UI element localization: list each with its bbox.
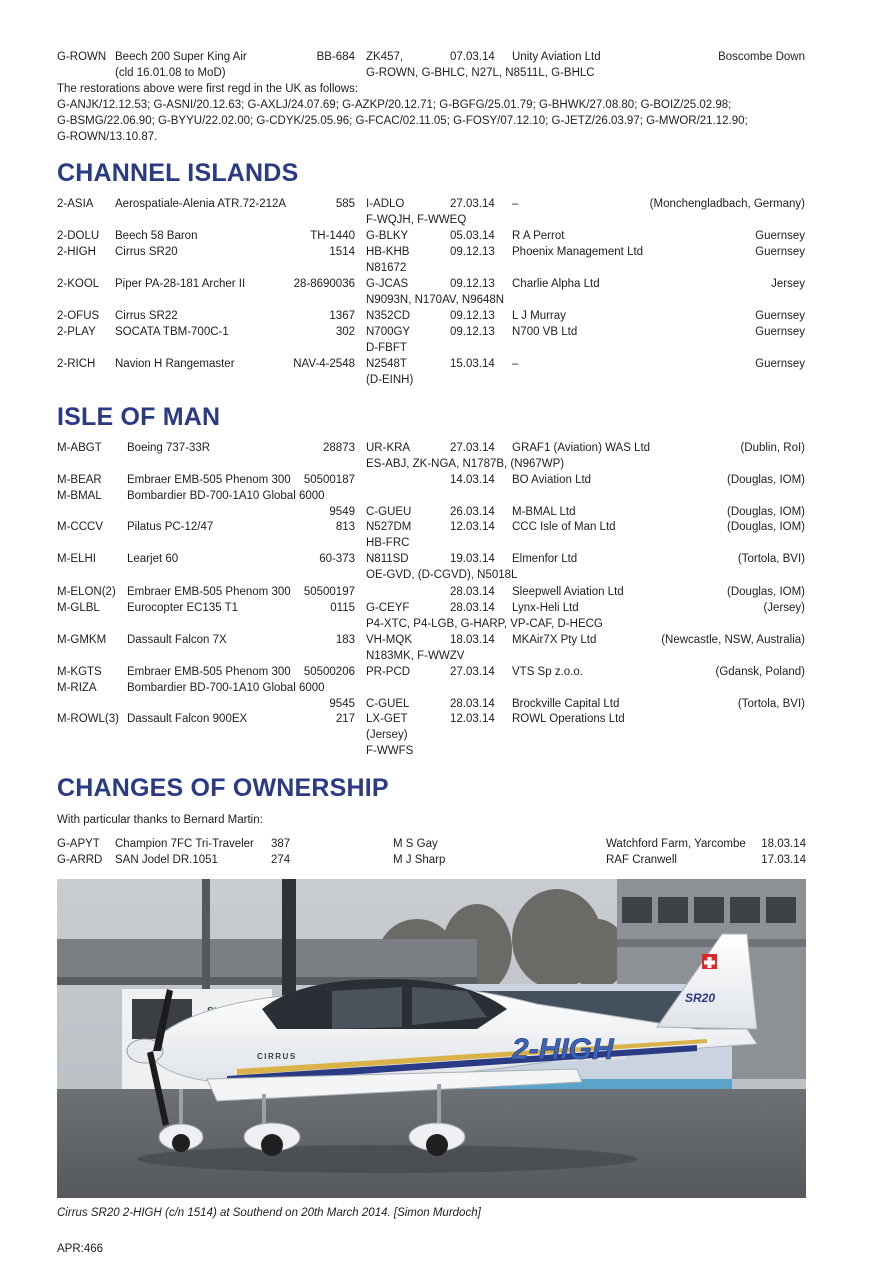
previous-identity: C-GUEU — [366, 506, 412, 518]
owner: N700 VB Ltd — [512, 326, 578, 338]
reg-mark: 2-PLAY — [57, 326, 96, 338]
section-heading-channel-islands: CHANNEL ISLANDS — [57, 159, 299, 187]
registration-date: 28.03.14 — [450, 586, 495, 598]
restorations-intro: The restorations above were first regd in the UK as follows: — [57, 83, 359, 95]
reg-mark: M-ROWL(3) — [57, 713, 119, 725]
registration-date: 27.03.14 — [450, 666, 495, 678]
owner: BO Aviation Ltd — [512, 474, 592, 486]
previous-identity: N2548T — [366, 358, 407, 370]
previous-identities-continued: F-WWFS — [366, 745, 414, 757]
registration-date: 09.12.13 — [450, 326, 495, 338]
construction-number: BB-684 — [316, 51, 355, 63]
previous-identity: N352CD — [366, 310, 411, 322]
aircraft-type: Piper PA-28-181 Archer II — [115, 278, 246, 290]
aircraft-type: Embraer EMB-505 Phenom 300 — [127, 474, 291, 486]
registration-date: 26.03.14 — [450, 506, 495, 518]
reg-mark: 2-RICH — [57, 358, 96, 370]
previous-identity: N811SD — [366, 553, 409, 565]
previous-identity: G-JCAS — [366, 278, 409, 290]
base: (Douglas, IOM) — [727, 506, 805, 518]
aircraft-type: Pilatus PC-12/47 — [127, 521, 214, 533]
aircraft-type: Cirrus SR20 — [115, 246, 178, 258]
reg-mark: 2-DOLU — [57, 230, 100, 242]
previous-identity: N700GY — [366, 326, 411, 338]
owner: Unity Aviation Ltd — [512, 51, 601, 63]
base: (Tortola, BVI) — [737, 553, 805, 565]
reg-mark: 2-OFUS — [57, 310, 100, 322]
aircraft-type: Beech 200 Super King Air — [115, 51, 247, 63]
owner: Charlie Alpha Ltd — [512, 278, 600, 290]
construction-number: 302 — [335, 326, 355, 338]
aircraft-type: Embraer EMB-505 Phenom 300 — [127, 666, 291, 678]
registration-date: 27.03.14 — [450, 442, 495, 454]
construction-number: 50500197 — [303, 586, 355, 598]
construction-number: 1367 — [329, 310, 355, 322]
base: (Monchengladbach, Germany) — [649, 198, 805, 210]
previous-identities-continued: (Jersey) — [366, 729, 408, 741]
owner: CCC Isle of Man Ltd — [512, 521, 616, 533]
construction-number: 585 — [335, 198, 355, 210]
aircraft-type: Bombardier BD-700-1A10 Global 6000 — [127, 682, 325, 694]
base: Boscombe Down — [718, 51, 805, 63]
tail-model-lettering: SR20 — [685, 991, 716, 1005]
reg-mark: M-KGTS — [57, 666, 102, 678]
previous-identity: UR-KRA — [366, 442, 411, 454]
registration-date: 28.03.14 — [450, 602, 495, 614]
reg-mark: 2-KOOL — [57, 278, 100, 290]
restorations-line: G-BSMG/22.06.90; G-BYYU/22.02.00; G-CDYK/25.05.96; G-FCAC/02.11.05; G-FOSY/07.12.10; G-JETZ/26.03.97; G-MWOR/21.12.90; — [57, 115, 748, 127]
previous-identities-continued: G-ROWN, G-BHLC, N27L, N8511L, G-BHLC — [366, 67, 595, 79]
registration-date: 28.03.14 — [450, 698, 495, 710]
owner: M-BMAL Ltd — [512, 506, 576, 518]
aircraft-type: Beech 58 Baron — [115, 230, 198, 242]
reg-mark: M-GLBL — [57, 602, 100, 614]
restorations-line: G-ROWN/13.10.87. — [57, 131, 158, 143]
owner: L J Murray — [512, 310, 566, 322]
base: (Newcastle, NSW, Australia) — [661, 634, 805, 646]
aircraft-type-note: (cld 16.01.08 to MoD) — [115, 67, 226, 79]
base: RAF Cranwell — [606, 854, 677, 866]
previous-identity: LX-GET — [366, 713, 408, 725]
aircraft-type: Boeing 737-33R — [127, 442, 211, 454]
reg-mark: G-APYT — [57, 838, 100, 850]
construction-number: 28873 — [323, 442, 355, 454]
owner: MKAir7X Pty Ltd — [512, 634, 597, 646]
base: Guernsey — [755, 230, 805, 242]
aircraft-type: Embraer EMB-505 Phenom 300 — [127, 586, 291, 598]
construction-number: 0115 — [330, 602, 355, 614]
owner: Phoenix Management Ltd — [512, 246, 644, 258]
construction-number: 9549 — [329, 506, 355, 518]
registration-date: 19.03.14 — [450, 553, 495, 565]
base: (Dublin, RoI) — [740, 442, 805, 454]
page-reference: APR:466 — [57, 1243, 104, 1255]
reg-mark: 2-HIGH — [57, 246, 96, 258]
base: Watchford Farm, Yarcombe — [606, 838, 746, 850]
fuselage-registration: 2-HIGH — [512, 1033, 614, 1066]
previous-identities-continued: P4-XTC, P4-LGB, G-HARP, VP-CAF, D-HECG — [366, 618, 603, 630]
fuselage-brand-lettering: CIRRUS — [257, 1052, 297, 1061]
base: Guernsey — [755, 246, 805, 258]
section-heading-changes-of-ownership: CHANGES OF OWNERSHIP — [57, 774, 389, 802]
previous-identities-continued: HB-FRC — [366, 537, 410, 549]
previous-identity: N527DM — [366, 521, 412, 533]
construction-number: 813 — [335, 521, 355, 533]
registration-date: 17.03.14 — [761, 854, 806, 866]
previous-identities-continued: (D-EINH) — [366, 374, 414, 386]
aircraft-type: Navion H Rangemaster — [115, 358, 235, 370]
previous-identity: PR-PCD — [366, 666, 411, 678]
restorations-line: G-ANJK/12.12.53; G-ASNI/20.12.63; G-AXLJ/24.07.69; G-AZKP/20.12.71; G-BGFG/25.01.79; G-BHWK/27.08.80; G-BOIZ/25.02.98; — [57, 99, 732, 111]
owner: GRAF1 (Aviation) WAS Ltd — [512, 442, 651, 454]
reg-mark: M-BMAL — [57, 490, 102, 502]
previous-identities-continued: F-WQJH, F-WWEQ — [366, 214, 467, 226]
aircraft-type: Eurocopter EC135 T1 — [127, 602, 239, 614]
registration-date: 09.12.13 — [450, 246, 495, 258]
aircraft-type: Bombardier BD-700-1A10 Global 6000 — [127, 490, 325, 502]
previous-identities-continued: D-FBFT — [366, 342, 407, 354]
section-heading-isle-of-man: ISLE OF MAN — [57, 403, 221, 431]
registration-date: 05.03.14 — [450, 230, 495, 242]
construction-number: 183 — [335, 634, 355, 646]
construction-number: 60-373 — [319, 553, 355, 565]
base: Guernsey — [755, 326, 805, 338]
owner: ROWL Operations Ltd — [512, 713, 625, 725]
aircraft-type: Dassault Falcon 900EX — [127, 713, 248, 725]
owner: Sleepwell Aviation Ltd — [512, 586, 624, 598]
owner: M J Sharp — [393, 854, 446, 866]
construction-number: 50500187 — [303, 474, 355, 486]
base: (Tortola, BVI) — [737, 698, 805, 710]
previous-identities-continued: N81672 — [366, 262, 407, 274]
base: (Jersey) — [763, 602, 805, 614]
acknowledgement: With particular thanks to Bernard Martin: — [57, 814, 263, 826]
construction-number: 50500206 — [303, 666, 355, 678]
aircraft-type: Dassault Falcon 7X — [127, 634, 227, 646]
base: Guernsey — [755, 358, 805, 370]
reg-mark: 2-ASIA — [57, 198, 94, 210]
aircraft-type: Cirrus SR22 — [115, 310, 178, 322]
construction-number: TH-1440 — [310, 230, 355, 242]
base: (Douglas, IOM) — [727, 474, 805, 486]
construction-number: 28-8690036 — [293, 278, 355, 290]
construction-number: 387 — [271, 838, 291, 850]
aircraft-photo — [57, 879, 806, 1198]
previous-identity: I-ADLO — [366, 198, 405, 210]
reg-mark: M-ABGT — [57, 442, 102, 454]
previous-identities-continued: ES-ABJ, ZK-NGA, N1787B, (N967WP) — [366, 458, 565, 470]
aircraft-type: SOCATA TBM-700C-1 — [115, 326, 229, 338]
construction-number: 274 — [271, 854, 291, 866]
previous-identity: HB-KHB — [366, 246, 410, 258]
previous-identities-continued: N183MK, F-WWZV — [366, 650, 465, 662]
reg-mark: M-ELON(2) — [57, 586, 116, 598]
reg-mark: M-BEAR — [57, 474, 102, 486]
owner: Elmenfor Ltd — [512, 553, 578, 565]
owner: Brockville Capital Ltd — [512, 698, 620, 710]
reg-mark: M-GMKM — [57, 634, 107, 646]
base: Jersey — [771, 278, 805, 290]
construction-number: 9545 — [329, 698, 355, 710]
owner: R A Perrot — [512, 230, 565, 242]
base: (Douglas, IOM) — [727, 521, 805, 533]
owner: Lynx-Heli Ltd — [512, 602, 579, 614]
registration-date: 12.03.14 — [450, 521, 495, 533]
registration-date: 15.03.14 — [450, 358, 495, 370]
aircraft-type: Champion 7FC Tri-Traveler — [115, 838, 254, 850]
photo-caption: Cirrus SR20 2-HIGH (c/n 1514) at Southend on 20th March 2014. [Simon Murdoch] — [57, 1207, 481, 1219]
previous-identity: ZK457, — [366, 51, 404, 63]
aircraft-type: Aerospatiale-Alenia ATR.72-212A — [115, 198, 287, 210]
owner: M S Gay — [393, 838, 438, 850]
aircraft-type: SAN Jodel DR.1051 — [115, 854, 218, 866]
owner: – — [512, 358, 519, 370]
construction-number: 217 — [335, 713, 355, 725]
reg-mark: M-ELHI — [57, 553, 96, 565]
previous-identities-continued: N9093N, N170AV, N9648N — [366, 294, 505, 306]
registration-date: 09.12.13 — [450, 278, 495, 290]
construction-number: NAV-4-2548 — [293, 358, 355, 370]
registration-date: 18.03.14 — [761, 838, 806, 850]
registration-date: 07.03.14 — [450, 51, 495, 63]
base: Guernsey — [755, 310, 805, 322]
registration-date: 09.12.13 — [450, 310, 495, 322]
construction-number: 1514 — [329, 246, 355, 258]
aircraft-photo-illustration — [57, 879, 806, 1198]
reg-mark: M-CCCV — [57, 521, 103, 533]
registration-date: 18.03.14 — [450, 634, 495, 646]
previous-identity: G-BLKY — [366, 230, 409, 242]
registration-date: 14.03.14 — [450, 474, 495, 486]
reg-mark: M-RIZA — [57, 682, 97, 694]
reg-mark: G-ARRD — [57, 854, 103, 866]
aircraft-type: Learjet 60 — [127, 553, 179, 565]
previous-identities-continued: OE-GVD, (D-CGVD), N5018L — [366, 569, 518, 581]
registration-date: 12.03.14 — [450, 713, 495, 725]
owner: – — [512, 198, 519, 210]
owner: VTS Sp z.o.o. — [512, 666, 583, 678]
registration-date: 27.03.14 — [450, 198, 495, 210]
reg-mark: G-ROWN — [57, 51, 107, 63]
previous-identity: VH-MQK — [366, 634, 412, 646]
base: (Douglas, IOM) — [727, 586, 805, 598]
previous-identity: C-GUEL — [366, 698, 410, 710]
previous-identity: G-CEYF — [366, 602, 410, 614]
base: (Gdansk, Poland) — [715, 666, 805, 678]
